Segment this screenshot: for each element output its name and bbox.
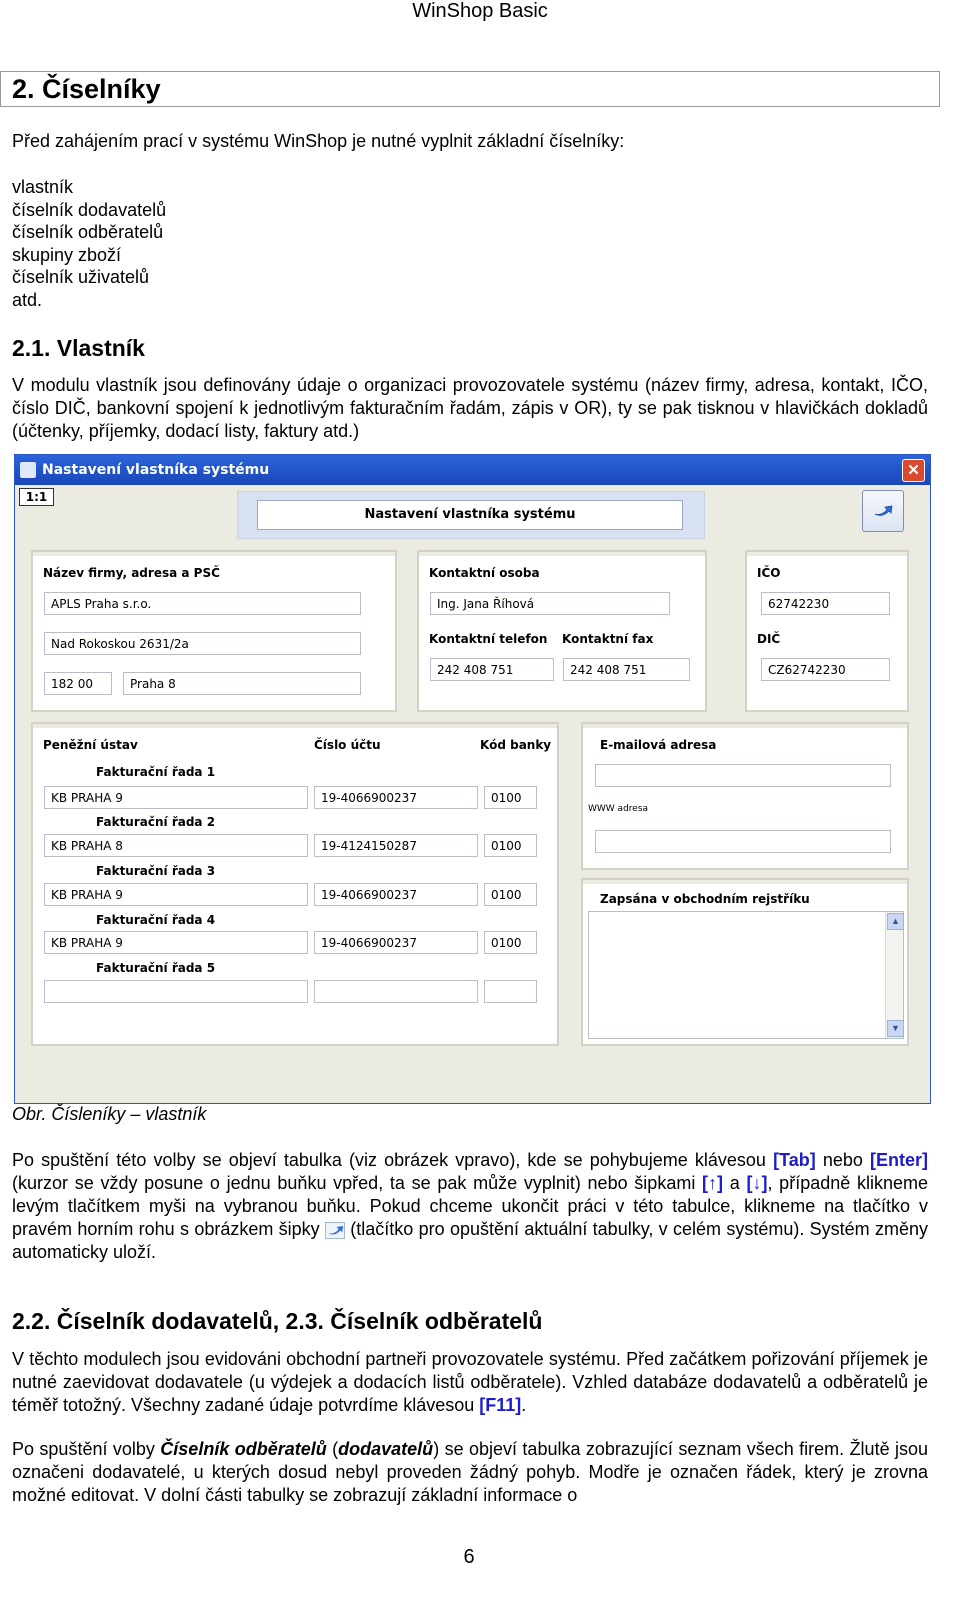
partners-paragraph-1	[12, 1348, 928, 1417]
text: .	[521, 1395, 527, 1415]
invoice-series-label: Fakturační řada 1	[96, 765, 216, 779]
contact-person-input[interactable]: Ing. Jana Říhová	[430, 592, 670, 615]
key-enter: [Enter]	[870, 1150, 928, 1170]
account-input[interactable]: 19-4066900237	[314, 931, 478, 954]
owner-paragraph: V modulu vlastník jsou definovány údaje o organizaci provozovatele systému (název firmy, adresa, kontakt, IČO, číslo DIČ, bankovní spojení k jednotlivým fakturačním řadám, zápis v OR), ty se pak tisknou v hlavičkách dokladů (účtenky, příjemky, dodací listy, faktury atd.)	[12, 375, 928, 441]
partners-paragraph-2	[12, 1438, 928, 1507]
bank-code-input[interactable]	[484, 980, 537, 1003]
text: Po spuštění volby	[12, 1439, 161, 1459]
ico-label: IČO	[757, 566, 781, 580]
text: V těchto modulech jsou evidováni obchodní partneři provozovatele systému. Před začátkem pořizování příjemek je nutné zaevidovat dodavatele (u výdejek a dodacích listů odběratele). Vzhled databáze dodavatelů a odběratelů je téměř totožný. Všechny zadané údaje potvrdíme klávesou	[12, 1349, 928, 1415]
zoom-indicator: 1:1	[19, 488, 54, 506]
email-group	[581, 722, 909, 870]
bank-code-input[interactable]: 0100	[484, 786, 537, 809]
fax-input[interactable]: 242 408 751	[563, 658, 690, 681]
zip-input[interactable]: 182 00	[44, 672, 112, 695]
list-item: číselník uživatelů	[12, 267, 150, 288]
navigation-paragraph	[12, 1149, 928, 1264]
codebook-list	[12, 176, 928, 312]
phone-label: Kontaktní telefon	[429, 632, 548, 646]
bank-code-input[interactable]: 0100	[484, 883, 537, 906]
account-input[interactable]: 19-4124150287	[314, 834, 478, 857]
text: ) se objeví tabulka zobrazující seznam všech firem. Žlutě jsou označeni dodavatelé, u kterých dosud nebyl proveden žádný pohyb. Modře je označen řádek, který je zrovna možné editovat. V dolní části tabulky se zobrazují základní informace o	[12, 1439, 929, 1505]
list-item: číselník odběratelů	[12, 222, 164, 243]
title-bar	[15, 455, 930, 485]
www-label: WWW adresa	[588, 804, 649, 814]
ico-input[interactable]: 62742230	[761, 592, 890, 615]
bank-group	[31, 722, 559, 1046]
page-header: WinShop Basic	[412, 0, 548, 22]
key-arrow-down: [↓]	[746, 1173, 768, 1193]
list-item: skupiny zboží	[12, 244, 122, 265]
exit-arrow-icon	[325, 1222, 345, 1239]
bank-input[interactable]	[44, 980, 308, 1003]
section-heading-ciselniky: 2. Číselníky	[12, 74, 161, 104]
email-label: E-mailová adresa	[600, 738, 717, 752]
banner-frame	[237, 491, 705, 539]
key-arrow-up: [↑]	[702, 1173, 724, 1193]
text: nebo	[815, 1150, 870, 1170]
invoice-series-label: Fakturační řada 5	[96, 961, 216, 975]
dic-input[interactable]: CZ62742230	[761, 658, 890, 681]
firm-name-input[interactable]: APLS Praha s.r.o.	[44, 592, 361, 615]
section-heading-partners: 2.2. Číselník dodavatelů, 2.3. Číselník odběratelů	[12, 1308, 543, 1334]
text: , případně klikneme levým tlačítkem myši na vybranou buňku. Pokud chceme ukončit práci v této tabulce, klikneme na tlačítko v pravém horním rohu s obrázkem šipky	[12, 1173, 928, 1239]
key-f11: [F11]	[479, 1395, 522, 1415]
text: (kurzor se vždy posune o jednu buňku vpřed, ta se pak může vyplnit) nebo šipkami	[12, 1173, 703, 1193]
firm-label: Název firmy, adresa a PSČ	[43, 566, 220, 580]
app-icon	[20, 462, 36, 478]
register-textarea[interactable]	[588, 911, 904, 1039]
text: Po spuštění této volby se objeví tabulka (viz obrázek vpravo), kde se pohybujeme klávesou	[12, 1150, 774, 1170]
return-arrow-icon	[873, 504, 893, 518]
bank-column-label: Peněžní ústav	[43, 738, 138, 752]
invoice-series-label: Fakturační řada 2	[96, 815, 216, 829]
page-number: 6	[463, 1546, 475, 1568]
menu-term: dodavatelů	[338, 1439, 434, 1459]
exit-button[interactable]	[862, 490, 904, 532]
list-item: atd.	[12, 289, 43, 310]
menu-term: Číselník odběratelů	[160, 1439, 327, 1459]
text: a	[723, 1173, 747, 1193]
bank-input[interactable]: KB PRAHA 9	[44, 786, 308, 809]
street-input[interactable]: Nad Rokoskou 2631/2a	[44, 632, 361, 655]
account-input[interactable]: 19-4066900237	[314, 786, 478, 809]
contact-group	[417, 550, 707, 712]
text: (tlačítko pro opuštění aktuální tabulky, v celém systému). Systém změny automaticky uloží.	[12, 1219, 928, 1262]
bank-code-input[interactable]: 0100	[484, 931, 537, 954]
bank-input[interactable]: KB PRAHA 8	[44, 834, 308, 857]
scroll-up-icon[interactable]: ▲	[887, 913, 904, 930]
list-item: číselník dodavatelů	[12, 199, 167, 220]
www-input[interactable]	[595, 830, 891, 853]
text: (	[326, 1439, 339, 1459]
invoice-series-label: Fakturační řada 4	[96, 913, 216, 927]
owner-settings-window	[14, 454, 931, 1104]
account-input[interactable]	[314, 980, 478, 1003]
city-input[interactable]: Praha 8	[123, 672, 361, 695]
bank-code-input[interactable]: 0100	[484, 834, 537, 857]
key-tab: [Tab]	[773, 1150, 816, 1170]
account-input[interactable]: 19-4066900237	[314, 883, 478, 906]
register-label: Zapsána v obchodním rejstříku	[600, 892, 810, 906]
firm-group	[31, 550, 397, 712]
bank-input[interactable]: KB PRAHA 9	[44, 931, 308, 954]
fax-label: Kontaktní fax	[562, 632, 654, 646]
invoice-series-label: Fakturační řada 3	[96, 864, 216, 878]
account-column-label: Číslo účtu	[314, 738, 381, 752]
list-item: vlastník	[12, 177, 74, 197]
figure-caption: Obr. Čísleníky – vlastník	[12, 1104, 207, 1124]
section-heading-vlastnik: 2.1. Vlastník	[12, 335, 145, 361]
register-group	[581, 878, 909, 1046]
close-icon[interactable]: ✕	[902, 459, 925, 482]
bank-input[interactable]: KB PRAHA 9	[44, 883, 308, 906]
code-column-label: Kód banky	[480, 738, 552, 752]
phone-input[interactable]: 242 408 751	[430, 658, 554, 681]
window-title: Nastavení vlastníka systému	[42, 462, 270, 478]
intro-paragraph: Před zahájením prací v systému WinShop je nutné vyplnit základní číselníky:	[12, 131, 625, 151]
banner-title: Nastavení vlastníka systému	[257, 500, 683, 530]
email-input[interactable]	[595, 764, 891, 787]
heading-box	[0, 71, 940, 107]
scroll-down-icon[interactable]: ▼	[887, 1020, 904, 1037]
scrollbar[interactable]	[885, 912, 903, 1038]
ids-group	[745, 550, 909, 712]
contact-person-label: Kontaktní osoba	[429, 566, 540, 580]
dic-label: DIČ	[757, 632, 781, 646]
